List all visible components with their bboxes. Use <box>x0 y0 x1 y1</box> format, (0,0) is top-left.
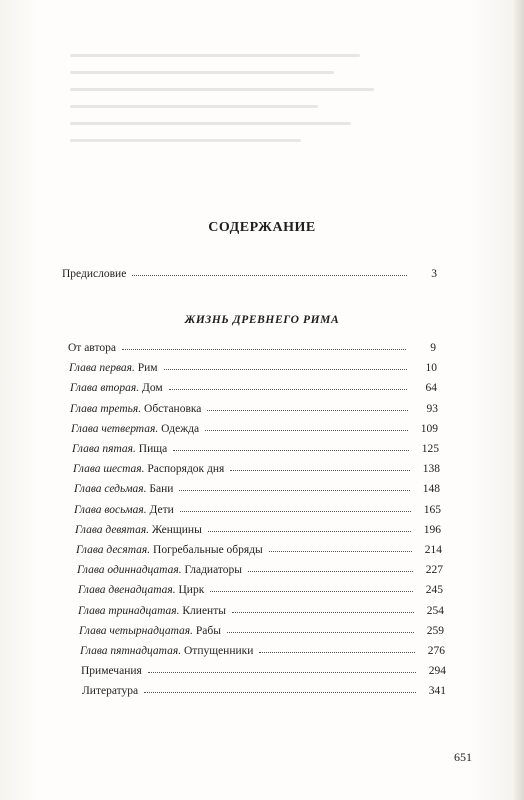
leader-dots <box>144 692 416 693</box>
leader-dots <box>180 511 411 512</box>
toc-page-number: 93 <box>426 402 438 415</box>
toc-label <box>69 362 158 374</box>
toc-row[interactable] <box>72 437 439 455</box>
toc-label <box>76 544 263 556</box>
leader-dots <box>259 652 415 653</box>
toc-page-number: 254 <box>426 604 444 617</box>
chapter-title: Пища <box>138 443 168 455</box>
toc-label <box>81 665 142 677</box>
chapter-title: Дети <box>149 503 174 516</box>
leader-dots <box>132 275 407 276</box>
toc-row[interactable] <box>74 477 440 495</box>
chapter-title: Примечания <box>81 665 142 678</box>
toc-row[interactable] <box>70 397 438 415</box>
toc-row[interactable] <box>79 619 444 637</box>
show-through-text <box>70 40 400 190</box>
chapter-number: Глава двенадцатая. <box>78 584 176 597</box>
section-heading: ЖИЗНЬ ДРЕВНЕГО РИМА <box>184 314 340 326</box>
leader-dots <box>208 531 411 532</box>
toc-page-number: 341 <box>428 685 446 698</box>
chapter-title: Рим <box>137 362 158 375</box>
toc-row[interactable] <box>68 336 436 354</box>
chapter-number: Глава четырнадцатая. <box>79 624 193 637</box>
chapter-title: Бани <box>149 483 174 496</box>
toc-row[interactable] <box>78 599 444 617</box>
chapter-number: Глава вторая. <box>70 382 140 395</box>
toc-label <box>79 625 221 637</box>
chapter-title: Отпущенники <box>183 645 254 657</box>
toc-label <box>82 685 138 697</box>
chapter-number: Глава первая. <box>69 362 135 375</box>
toc-label <box>70 403 201 415</box>
leader-dots <box>173 450 409 451</box>
toc-label <box>68 342 116 354</box>
leader-dots <box>205 430 408 431</box>
leader-dots <box>248 571 413 572</box>
toc-row[interactable] <box>77 558 443 576</box>
toc-page-number: 148 <box>422 483 440 496</box>
chapter-title: Клиенты <box>182 604 226 617</box>
chapter-number: Глава четвертая. <box>71 422 159 435</box>
chapter-number: Глава седьмая. <box>74 483 147 496</box>
chapter-title: От автора <box>68 342 116 354</box>
toc-page-number: 196 <box>423 523 441 536</box>
leader-dots <box>179 490 410 491</box>
chapter-number: Глава пятая. <box>72 443 136 455</box>
leader-dots <box>169 389 407 390</box>
toc-row[interactable] <box>81 659 446 677</box>
toc-label <box>74 504 174 516</box>
chapter-number: Глава десятая. <box>76 544 151 556</box>
leader-dots <box>122 349 406 350</box>
toc-page-number: 294 <box>428 665 446 678</box>
toc-page-number: 138 <box>422 463 440 476</box>
leader-dots <box>227 632 414 633</box>
toc-label: Предисловие <box>62 268 127 280</box>
chapter-title: Обстановка <box>144 402 202 415</box>
toc-row[interactable] <box>69 356 437 374</box>
toc-row[interactable] <box>82 679 446 697</box>
toc-label <box>73 463 224 475</box>
toc-row[interactable] <box>74 498 441 516</box>
chapter-number: Глава восьмая. <box>74 503 147 516</box>
leader-dots <box>269 551 412 552</box>
chapter-title: Женщины <box>151 523 202 536</box>
leader-dots <box>148 672 416 673</box>
chapter-title: Гладиаторы <box>184 564 242 577</box>
toc-page-number: 165 <box>423 503 441 516</box>
toc-page-number: 64 <box>425 382 437 395</box>
chapter-number: Глава третья. <box>70 402 142 415</box>
chapter-number: Глава пятнадцатая. <box>80 645 182 657</box>
toc-row[interactable] <box>75 518 441 536</box>
toc-label <box>75 524 202 536</box>
chapter-title: Одежда <box>161 422 200 435</box>
toc-label <box>70 382 163 394</box>
toc-page-number: 125 <box>421 443 439 455</box>
chapter-title: Распорядок дня <box>147 463 225 476</box>
toc-page-number: 227 <box>425 564 443 577</box>
toc-row[interactable] <box>76 538 442 556</box>
toc-page-number: 9 <box>430 342 436 354</box>
chapter-number: Глава шестая. <box>73 463 145 476</box>
toc-label <box>74 483 173 495</box>
toc-page-number: 276 <box>427 645 445 657</box>
toc-page-number: 10 <box>425 362 437 375</box>
toc-label <box>78 584 204 596</box>
toc-row-preface[interactable] <box>62 262 437 280</box>
toc-label <box>78 605 226 617</box>
chapter-number: Глава девятая. <box>75 523 150 536</box>
chapter-title: Литература <box>82 685 139 698</box>
chapter-number: Глава тринадцатая. <box>78 604 180 617</box>
chapter-title: Дом <box>142 382 163 395</box>
toc-row[interactable] <box>70 376 437 394</box>
leader-dots <box>164 369 407 370</box>
chapter-number: Глава одиннадцатая. <box>77 564 182 577</box>
leader-dots <box>210 591 413 592</box>
leader-dots <box>207 410 408 411</box>
toc-row[interactable] <box>73 457 440 475</box>
contents-title: СОДЕРЖАНИЕ <box>208 220 316 235</box>
toc-label <box>77 564 242 576</box>
toc-page-number: 245 <box>425 584 443 597</box>
leader-dots <box>230 470 410 471</box>
page-number: 651 <box>454 750 472 764</box>
toc-page-number: 259 <box>426 624 444 637</box>
toc-page-number: 3 <box>431 268 437 280</box>
leader-dots <box>232 612 414 613</box>
chapter-title: Погребальные обряды <box>153 544 263 556</box>
toc-page-number: 214 <box>424 544 442 556</box>
toc-row[interactable] <box>80 639 445 657</box>
toc-row[interactable] <box>78 578 443 596</box>
toc-label <box>80 645 253 657</box>
chapter-title: Рабы <box>195 624 221 637</box>
toc-label <box>72 443 167 455</box>
chapter-title: Цирк <box>178 584 205 597</box>
toc-label <box>71 423 199 435</box>
toc-page-number: 109 <box>420 422 438 435</box>
page-edge-shadow <box>514 0 524 800</box>
toc-row[interactable] <box>71 417 438 435</box>
